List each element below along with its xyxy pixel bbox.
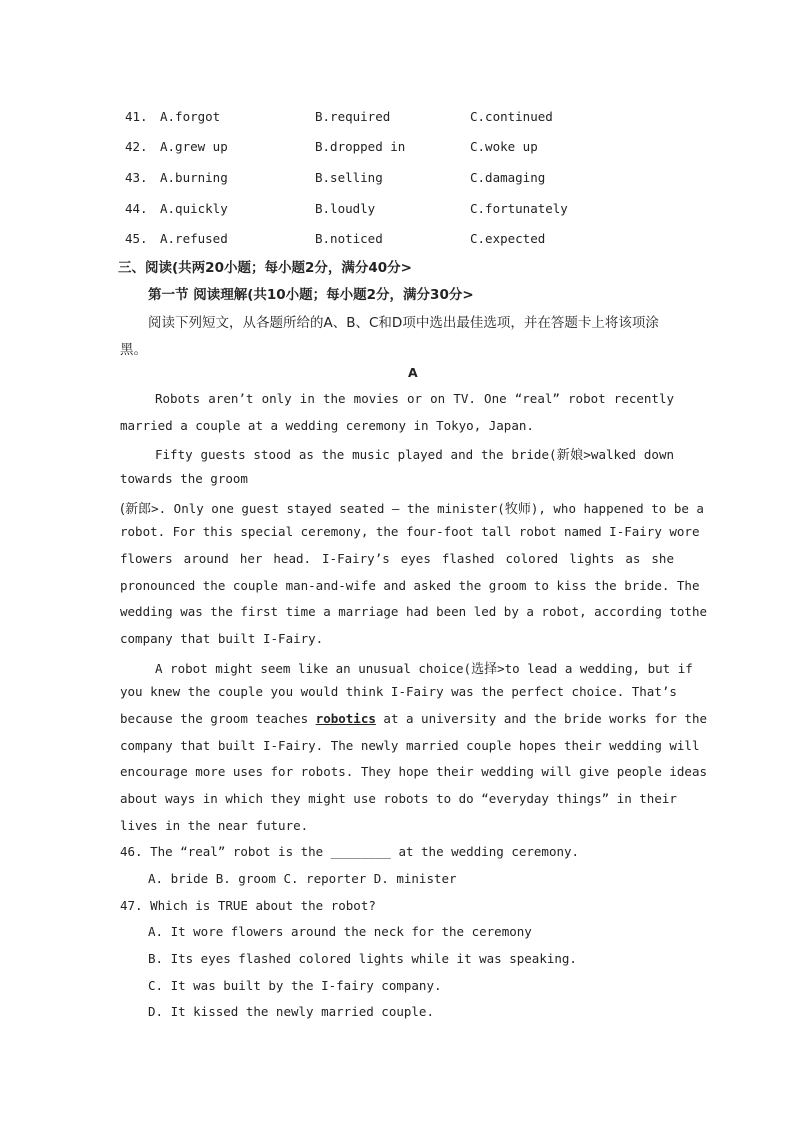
- option-c: C.expected: [470, 231, 546, 246]
- question-47-option-c: C. It was built by the I-fairy company.: [148, 978, 442, 993]
- text-run: >walked down: [583, 447, 674, 462]
- text-run: (: [120, 502, 126, 517]
- passage-line: you knew the couple you would think I-Fairy was the perfect choice. That’s: [120, 684, 677, 699]
- text-run: A robot might seem like an unusual choice(: [155, 661, 472, 676]
- passage-label: A: [408, 365, 418, 380]
- text-run: because the groom teaches: [120, 711, 316, 726]
- text-run: at a university and the bride works for the: [375, 711, 708, 726]
- passage-line: about ways in which they might use robots to do “everyday things” in their: [120, 791, 677, 806]
- passage-line: company that built I-Fairy.: [120, 631, 324, 646]
- text-run: >to lead a wedding, but if: [497, 661, 693, 676]
- passage-line: married a couple at a wedding ceremony in Tokyo, Japan.: [120, 418, 534, 433]
- question-47-option-a: A. It wore flowers around the neck for the ceremony: [148, 924, 532, 939]
- option-b: B.required: [315, 109, 391, 124]
- option-row: [0, 231, 794, 251]
- option-row: [0, 139, 794, 159]
- option-b: B.noticed: [315, 231, 383, 246]
- passage-line: robot. For this special ceremony, the four-foot tall robot named I-Fairy wore: [120, 524, 700, 539]
- option-b: B.loudly: [315, 201, 376, 216]
- passage-line: flowers around her head. I-Fairy’s eyes flashed colored lights as she: [120, 551, 674, 566]
- instructions-line-1: 阅读下列短文，从各题所给的A、B、C和D项中选出最佳选项，并在答题卡上将该项涂: [148, 315, 659, 331]
- passage-line: [155, 444, 674, 464]
- cjk-gloss: 选择: [471, 662, 498, 677]
- option-row: [0, 170, 794, 190]
- option-a: A.refused: [160, 231, 228, 246]
- option-a: A.quickly: [160, 201, 228, 216]
- passage-line: lives in the near future.: [120, 818, 309, 833]
- passage-line: towards the groom: [120, 471, 248, 486]
- option-a: A.forgot: [160, 109, 221, 124]
- cjk-gloss: 新郎: [125, 502, 152, 517]
- passage-line: company that built I-Fairy. The newly married couple hopes their wedding will: [120, 738, 700, 753]
- passage-line: encourage more uses for robots. They hope their wedding will give people ideas: [120, 764, 707, 779]
- option-row: [0, 109, 794, 129]
- question-number: 42.: [125, 139, 148, 154]
- question-number: 45.: [125, 231, 148, 246]
- cjk-gloss: 新娘: [556, 448, 584, 463]
- question-47-option-b: B. Its eyes flashed colored lights while it was speaking.: [148, 951, 577, 966]
- passage-line: wedding was the first time a marriage had been led by a robot, according tothe: [120, 604, 707, 619]
- option-c: C.woke up: [470, 139, 538, 154]
- question-number: 44.: [125, 201, 148, 216]
- text-run: >. Only one guest stayed seated – the minister(: [151, 501, 505, 516]
- option-a: A.grew up: [160, 139, 228, 154]
- option-row: [0, 201, 794, 221]
- passage-line: [155, 658, 693, 678]
- option-c: C.damaging: [470, 170, 546, 185]
- option-c: C.fortunately: [470, 201, 568, 216]
- passage-line: [120, 498, 704, 518]
- subsection-heading: 第一节 阅读理解(共10小题；每小题2分，满分30分>: [148, 287, 474, 303]
- section-heading: 三、阅读(共两20小题；每小题2分，满分40分>: [118, 260, 412, 276]
- text-run: Fifty guests stood as the music played and the bride(: [155, 447, 557, 462]
- question-47: 47. Which is TRUE about the robot?: [120, 898, 376, 913]
- instructions-line-2: 黑。: [120, 342, 147, 358]
- text-run: ), who happened to be a: [530, 501, 704, 516]
- passage-line: pronounced the couple man-and-wife and asked the groom to kiss the bride. The: [120, 578, 700, 593]
- passage-line: Robots aren’t only in the movies or on TV. One “real” robot recently: [155, 391, 674, 406]
- question-number: 41.: [125, 109, 148, 124]
- option-b: B.selling: [315, 170, 383, 185]
- passage-line: [120, 711, 708, 731]
- option-b: B.dropped in: [315, 139, 406, 154]
- question-47-option-d: D. It kissed the newly married couple.: [148, 1004, 434, 1019]
- question-46-options: A. bride B. groom C. reporter D. minister: [148, 871, 457, 886]
- question-number: 43.: [125, 170, 148, 185]
- option-c: C.continued: [470, 109, 553, 124]
- question-46: 46. The “real” robot is the ________ at the wedding ceremony.: [120, 844, 580, 859]
- option-a: A.burning: [160, 170, 228, 185]
- underlined-word: robotics: [315, 711, 376, 726]
- cjk-gloss: 牧师: [504, 502, 531, 517]
